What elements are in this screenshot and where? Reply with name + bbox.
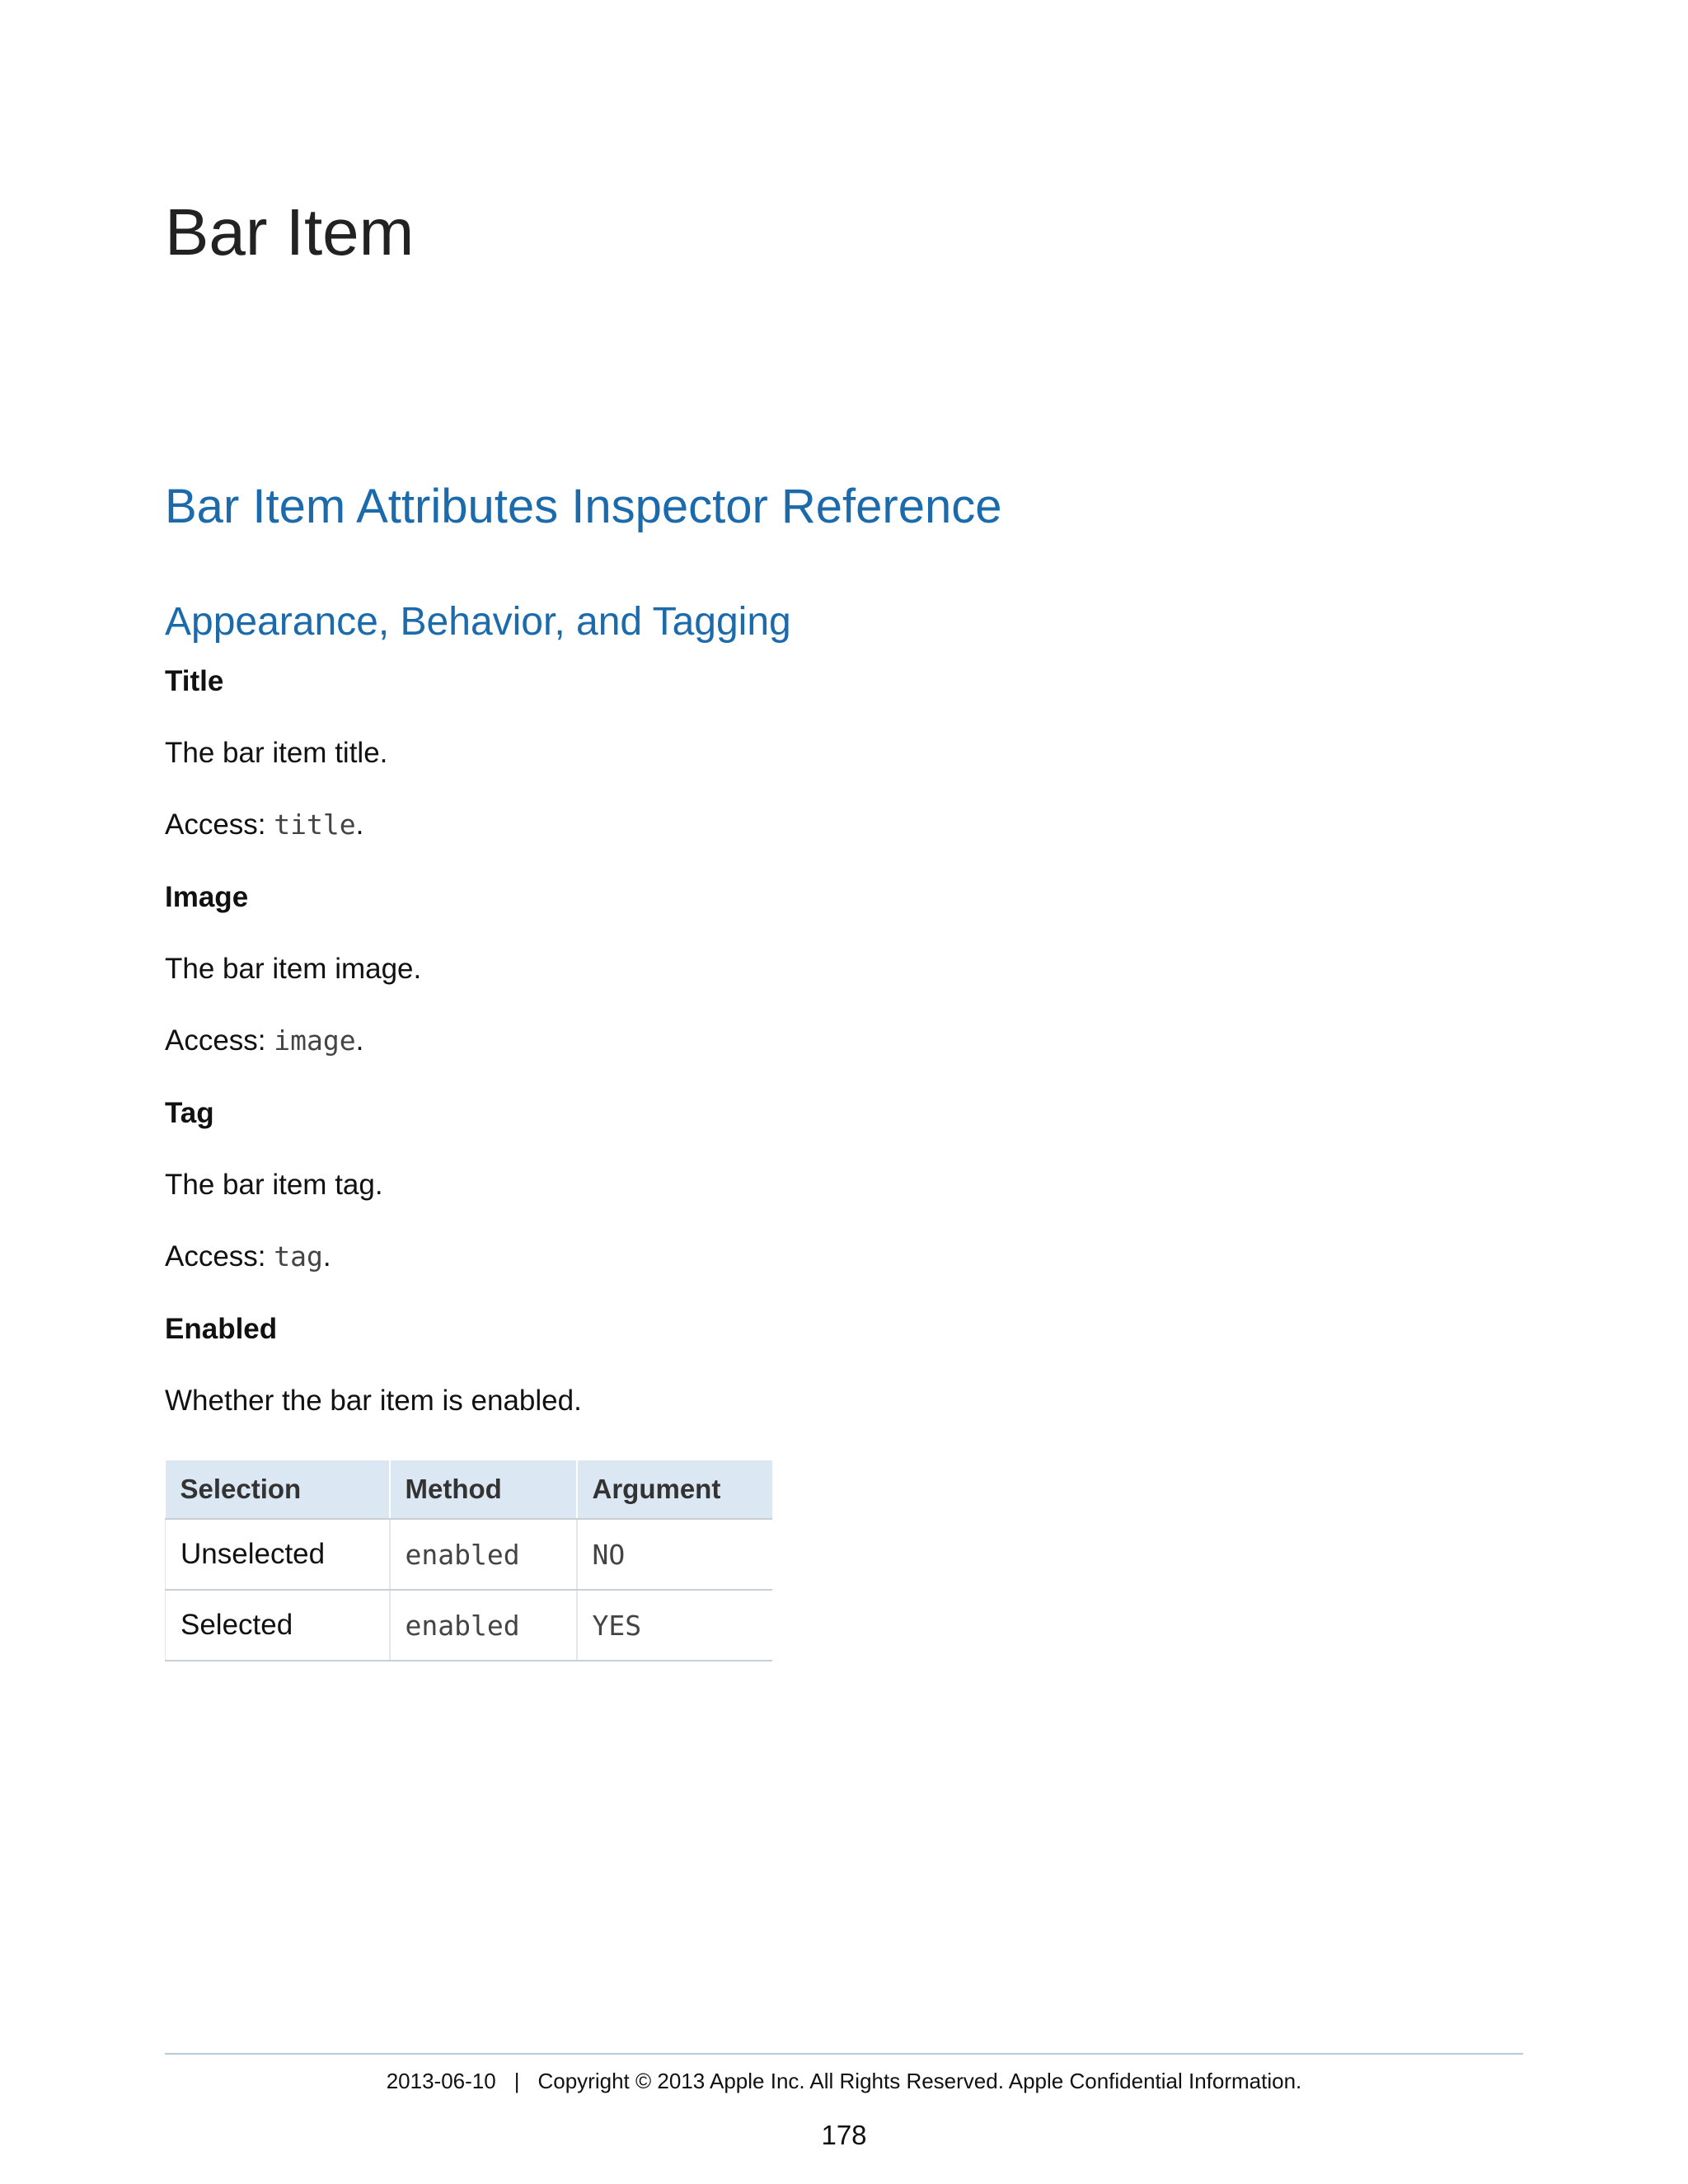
section-title: Bar Item Attributes Inspector Reference — [165, 480, 1002, 533]
enabled-values-table — [165, 1460, 772, 1661]
column-header-selection: Selection — [166, 1460, 390, 1519]
access-period: . — [322, 1240, 331, 1272]
page-number: 178 — [821, 2120, 867, 2150]
attribute-description-title: The bar item title. — [165, 737, 388, 769]
access-code: tag — [274, 1240, 323, 1272]
attribute-access-tag — [165, 1236, 331, 1277]
attribute-description-enabled: Whether the bar item is enabled. — [165, 1385, 582, 1417]
access-code: image — [274, 1024, 356, 1057]
table-cell-argument: NO — [577, 1519, 772, 1590]
footer-date: 2013-06-10 — [386, 2069, 496, 2093]
access-period: . — [355, 1024, 364, 1057]
page-title: Bar Item — [165, 195, 415, 269]
attribute-access-title — [165, 804, 363, 846]
footer-copyright: Copyright © 2013 Apple Inc. All Rights Reserved. Apple Confidential Information. — [537, 2069, 1302, 2093]
access-label: Access: — [165, 1024, 266, 1057]
footer-separator: | — [513, 2069, 520, 2093]
access-label: Access: — [165, 1240, 266, 1272]
table-cell-method: enabled — [390, 1590, 577, 1661]
column-header-method: Method — [390, 1460, 577, 1519]
table-cell-argument: YES — [577, 1590, 772, 1661]
footer — [165, 2064, 1523, 2097]
attribute-name-tag: Tag — [165, 1097, 214, 1129]
attribute-name-image: Image — [165, 881, 249, 913]
attribute-description-tag: The bar item tag. — [165, 1169, 383, 1201]
table-cell-selection: Unselected — [166, 1519, 390, 1590]
footer-divider — [165, 2053, 1523, 2055]
access-period: . — [355, 808, 364, 841]
access-code: title — [274, 808, 356, 841]
attribute-name-title: Title — [165, 665, 224, 697]
table-cell-selection: Selected — [166, 1590, 390, 1661]
table-cell-method: enabled — [390, 1519, 577, 1590]
subsection-title: Appearance, Behavior, and Tagging — [165, 600, 791, 644]
attribute-name-enabled: Enabled — [165, 1313, 278, 1345]
table-row — [166, 1590, 772, 1661]
access-label: Access: — [165, 808, 266, 841]
attribute-access-image — [165, 1020, 363, 1062]
column-header-argument: Argument — [577, 1460, 772, 1519]
attribute-description-image: The bar item image. — [165, 953, 422, 985]
table-row — [166, 1519, 772, 1590]
table-header-row — [166, 1460, 772, 1519]
